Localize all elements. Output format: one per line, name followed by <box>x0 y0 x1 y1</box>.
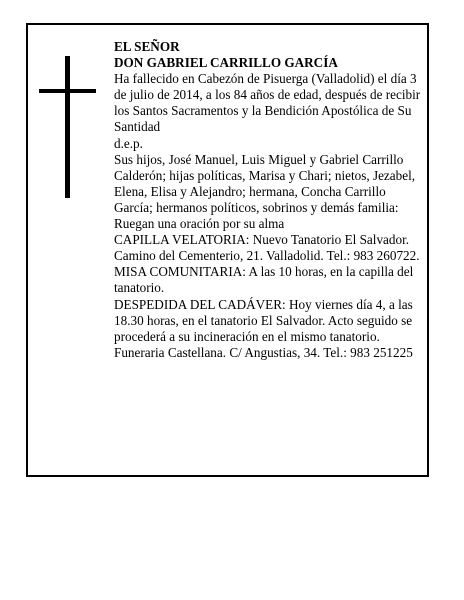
rip-line: d.e.p. <box>114 135 143 151</box>
farewell-paragraph: DESPEDIDA DEL CADÁVER: Hoy viernes día 4, a las 18.30 horas, en el tanatorio El Salvador. Acto seguido se procederá a su incineración en el mismo tanatorio. <box>114 296 413 344</box>
obituary-notice <box>26 23 429 477</box>
announcement-paragraph: Ha fallecido en Cabezón de Pisuerga (Valladolid) el día 3 de julio de 2014, a los 84 años de edad, después de recibir los Santos Sacramentos y la Bendición Apostólica de Su Santidad <box>114 71 421 135</box>
notice-text <box>114 39 426 361</box>
deceased-name: DON GABRIEL CARRILLO GARCÍA <box>114 55 338 71</box>
family-paragraph: Sus hijos, José Manuel, Luis Miguel y Gabriel Carrillo Calderón; hijas políticas, Marisa y Chari; nietos, Jezabel, Elena, Elisa y Alejandro; hermana, Concha Carrillo García; hermanos políticos, sobrinos y demás familia: <box>114 151 416 215</box>
cross-vertical-bar <box>65 56 70 198</box>
title-line-1: EL SEÑOR <box>114 39 180 54</box>
prayer-line: Ruegan una oración por su alma <box>114 216 285 232</box>
chapel-paragraph: CAPILLA VELATORIA: Nuevo Tanatorio El Salvador. Camino del Cementerio, 21. Valladolid. Tel.: 983 260722. MISA COMUNITARIA: A las 10 horas, en la capilla del tanatorio. <box>114 232 420 296</box>
funeral-home-paragraph: Funeraria Castellana. C/ Angustias, 34. Tel.: 983 251225 <box>114 344 413 360</box>
cross-horizontal-bar <box>39 89 96 93</box>
